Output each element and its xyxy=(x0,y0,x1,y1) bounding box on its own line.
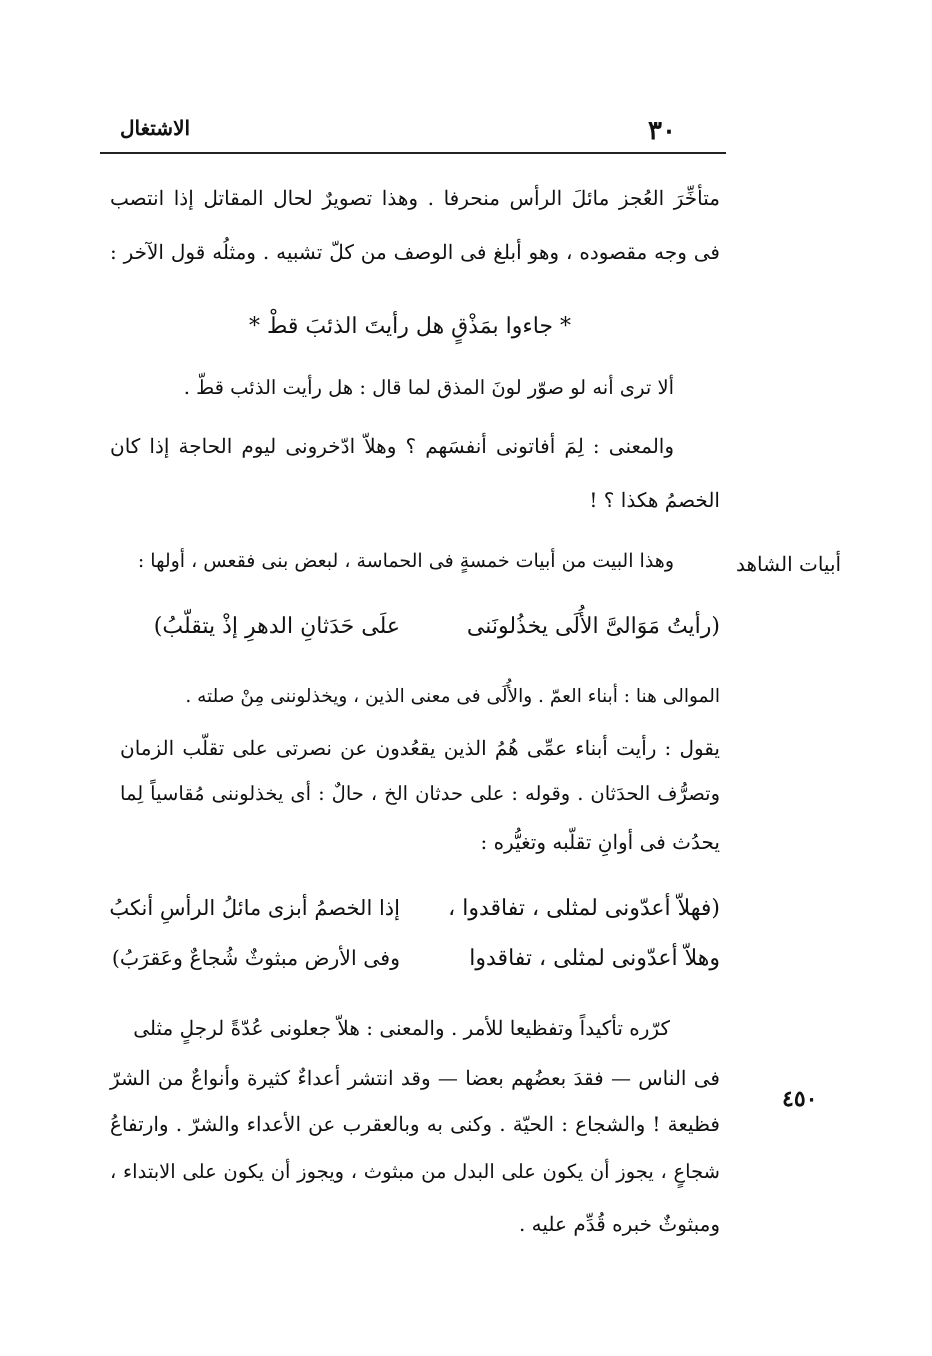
page-number: ٣٠ xyxy=(648,116,676,146)
running-title: الاشتغال xyxy=(120,116,191,140)
margin-line-number: ٤٥٠ xyxy=(782,1086,818,1112)
verse1-first-hemistich: (رأيتُ مَوَالىَّ الأُلَى يخذُلونَنى xyxy=(466,614,720,639)
p3-line-1: والمعنى : لِمَ أفاتونى أنفسَهم ؟ وهلاّ ادّخرونى ليوم الحاجة إذا كان xyxy=(110,434,674,458)
p6-line-1: كرّره تأكيداً وتفظيعا للأمر . والمعنى : هلاّ جعلونى عُدّةً لرجلٍ مثلى xyxy=(133,1016,670,1040)
p5-line-1: الموالى هنا : أبناء العمّ . والأُلَى فى معنى الذين ، ويخذلوننى مِنْ صلته . xyxy=(185,686,720,707)
margin-section-label: أبيات الشاهد xyxy=(736,552,842,576)
p6-line-2: فى الناس — فقدَ بعضُهم بعضا — وقد انتشر أعداءٌ كثيرة وأنواعٌ من الشرّ xyxy=(110,1066,720,1090)
p1-line-2: فى وجه مقصوده ، وهو أبلغ فى الوصف من كلّ تشبيه . ومثلُه قول الآخر : xyxy=(110,240,720,264)
verse2-line2-second: وفى الأرض مبثوثٌ شُجاعٌ وعَقرَبُ) xyxy=(111,946,400,970)
verse2-line1-first: (فهلاّ أعدّونى لمثلى ، تفاقدوا ، xyxy=(448,896,720,921)
p3-line-2: الخصمُ هكذا ؟ ! xyxy=(589,488,720,512)
p5-line-2: يقول : رأيت أبناء عمِّى هُمُ الذين يقعُدون عن نصرتى على تقلّب الزمان xyxy=(120,736,720,760)
header-rule xyxy=(100,152,726,154)
p2-line: ألا ترى أنه لو صوّر لونَ المذق لما قال : هل رأيت الذئب قطّ . xyxy=(183,376,674,399)
verse2-line2-first: وهلاّ أعدّونى لمثلى ، تفاقدوا xyxy=(469,946,720,971)
p6-line-3: فظيعة ! والشجاع : الحيّة . وكنى به وبالعقرب عن الأعداء والشرّ . وارتفاعُ xyxy=(110,1112,720,1136)
verse1-second-hemistich: علَى حَدَثانِ الدهرِ إذْ يتقلّبُ) xyxy=(153,614,400,639)
p6-line-5: ومبثوثٌ خبره قُدِّم عليه . xyxy=(518,1212,720,1236)
p1-line-1: متأخِّرَ العُجز مائلَ الرأس منحرفا . وهذا تصويرٌ لحال المقاتل إذا انتصب xyxy=(110,186,720,210)
p6-line-4: شجاعٍ ، يجوز أن يكون على البدل من مبثوث ، ويجوز أن يكون على الابتداء ، xyxy=(110,1160,720,1183)
verse2-line1-second: إذا الخصمُ أبزى مائلُ الرأسِ أنكبُ xyxy=(109,896,400,920)
p5-line-4: يحدُث فى أوانِ تقلّبه وتغيُّره : xyxy=(480,830,720,854)
p4-line: وهذا البيت من أبيات خمسةٍ فى الحماسة ، لبعض بنى فقعس ، أولها : xyxy=(137,550,674,572)
p5-line-3: وتصرُّف الحدَثان . وقوله : على حدثان الخ ، حالٌ : أى يخذلوننى مُقاسياً لِما xyxy=(120,782,720,805)
quoted-verse: * جاءوا بمَذْقٍ هل رأيتَ الذئبَ قطْ * xyxy=(248,314,571,339)
